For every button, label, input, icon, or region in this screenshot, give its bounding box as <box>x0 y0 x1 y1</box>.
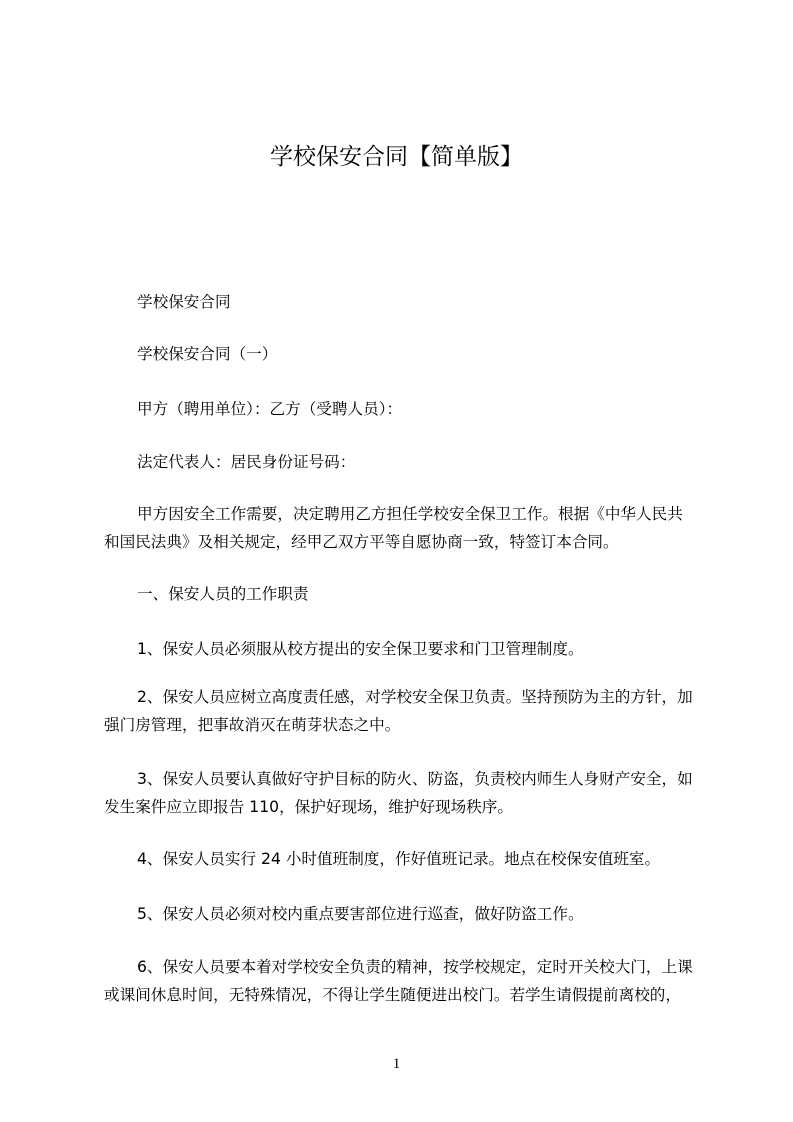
paragraph-line: 一、保安人员的工作职责 <box>137 585 309 603</box>
paragraph-line: 3、保安人员要认真做好守护目标的防火、防盗，负责校内师生人身财产安全，如 <box>137 770 693 788</box>
paragraph-line: 或课间休息时间，无特殊情况，不得让学生随便进出校门。若学生请假提前离校的， <box>104 986 681 1004</box>
paragraph-line: 6、保安人员要本着对学校安全负责的精神，按学校规定，定时开关校大门，上课 <box>137 958 693 976</box>
page-number: 1 <box>392 1056 401 1072</box>
paragraph-line: 发生案件应立即报告 110，保护好现场，维护好现场秩序。 <box>104 798 513 816</box>
document-title: 学校保安合同【简单版】 <box>270 144 523 170</box>
paragraph-line: 5、保安人员必须对校内重点要害部位进行巡查，做好防盗工作。 <box>137 905 584 923</box>
paragraph-line: 甲方因安全工作需要，决定聘用乙方担任学校安全保卫工作。根据《中华人民共 <box>137 505 683 523</box>
paragraph-line: 甲方（聘用单位）：乙方（受聘人员）： <box>137 400 403 418</box>
paragraph-line: 法定代表人：居民身份证号码： <box>137 453 356 471</box>
paragraph-line: 学校保安合同（一） <box>137 345 278 363</box>
paragraph-line: 学校保安合同 <box>137 293 231 311</box>
paragraph-line: 强门房管理，把事故消灭在萌芽状态之中。 <box>104 716 401 734</box>
paragraph-line: 2、保安人员应树立高度责任感，对学校安全保卫负责。坚持预防为主的方针，加 <box>137 688 693 706</box>
paragraph-line: 和国民法典》及相关规定，经甲乙双方平等自愿协商一致，特签订本合同。 <box>104 533 619 551</box>
paragraph-line: 4、保安人员实行 24 小时值班制度，作好值班记录。地点在校保安值班室。 <box>137 850 661 868</box>
paragraph-line: 1、保安人员必须服从校方提出的安全保卫要求和门卫管理制度。 <box>137 640 584 658</box>
